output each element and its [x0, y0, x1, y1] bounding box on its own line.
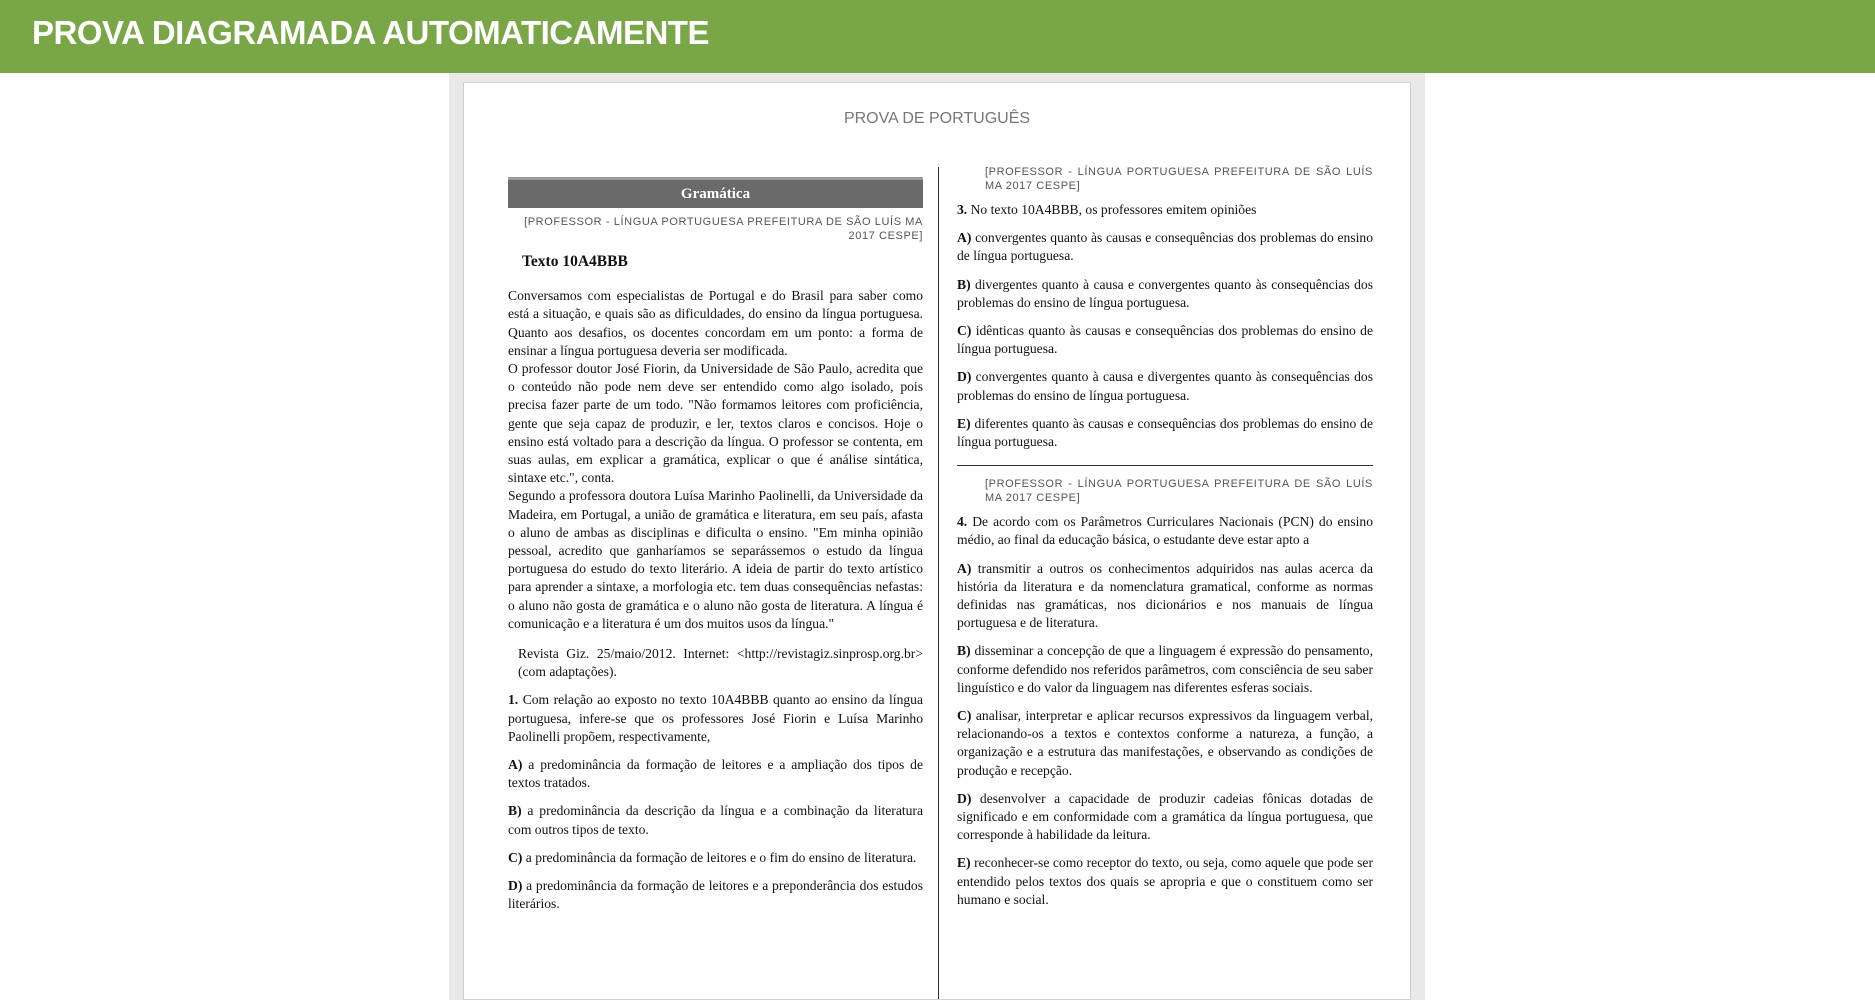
left-column [508, 177, 923, 924]
option-c[interactable] [957, 707, 1373, 780]
option-letter: A) [957, 560, 972, 576]
option-a[interactable] [957, 229, 1373, 265]
passage-paragraph: O professor doutor José Fiorin, da Universidade de São Paulo, acredita que o conteúdo não pode nem deve ser entendido como algo isolado, pois precisa fazer parte de um todo. "Não formamos leitores com proficiência, gente que seja capaz de produzir, e ler, textos claros e concisos. Hoje o ensino está voltado para a descrição da língua. O professor se contenta, em suas aulas, em explicar a gramática, explicar o que é análise sintática, sintaxe etc.", conta. [508, 361, 923, 486]
question-text: De acordo com os Parâmetros Curriculares Nacionais (PCN) do ensino médio, ao final da educação básica, o estudante deve estar apto a [957, 514, 1374, 548]
banner-title: PROVA DIAGRAMADA AUTOMATICAMENTE [32, 14, 709, 51]
option-b[interactable] [957, 642, 1373, 697]
passage-paragraph: Conversamos com especialistas de Portugal e do Brasil para saber como está a situação, e quais são as dificuldades, do ensino da língua portuguesa. Quanto aos desafios, os docentes concordam em um ponto: a forma de ensinar a língua portuguesa deveria ser modificada. [508, 288, 923, 358]
right-column [957, 166, 1373, 919]
passage-reference: Revista Giz. 25/maio/2012. Internet: <http://revistagiz.sinprosp.org.br> (com adaptações). [518, 646, 923, 680]
option-text: divergentes quanto à causa e convergentes quanto às consequências dos problemas do ensino de língua portuguesa. [957, 276, 1373, 310]
header-banner [0, 0, 1875, 73]
text-title: Texto 10A4BBB [522, 253, 628, 270]
reading-passage [508, 287, 923, 633]
option-c[interactable] [508, 849, 923, 867]
page-title: PROVA DE PORTUGUÊS [843, 110, 1031, 127]
option-text: analisar, interpretar e aplicar recursos expressivos da linguagem verbal, relacionando-os a textos e contextos conforme a natureza, a função, a organização e a estrutura das manifestações, e observando as condições de produção e recepção. [957, 708, 1373, 778]
option-text: a predominância da formação de leitores e a preponderância dos estudos literários. [508, 878, 924, 912]
question-source: [PROFESSOR - LÍNGUA PORTUGUESA PREFEITURA DE SÃO LUÍS MA 2017 CESPE] [985, 166, 1373, 192]
option-text: desenvolver a capacidade de produzir cadeias fônicas dotadas de significado e em conformidade com a gramática da língua portuguesa, que corresponde à habilidade da leitura. [957, 790, 1373, 843]
option-letter: D) [957, 369, 972, 385]
option-text: idênticas quanto às causas e consequências dos problemas do ensino de língua portuguesa. [957, 323, 1373, 357]
option-b[interactable] [957, 276, 1373, 312]
option-letter: E) [957, 855, 971, 871]
question-text: No texto 10A4BBB, os professores emitem opiniões [970, 202, 1257, 217]
question-1-stem [508, 691, 923, 746]
option-text: convergentes quanto às causas e consequências dos problemas do ensino de língua portuguesa. [957, 230, 1373, 264]
option-text: a predominância da formação de leitores e a ampliação dos tipos de textos tratados. [508, 757, 923, 791]
column-divider [938, 167, 939, 1000]
option-letter: A) [508, 757, 523, 773]
question-number: 3. [957, 202, 968, 217]
option-letter: E) [957, 415, 971, 431]
option-c[interactable] [957, 322, 1373, 358]
question-3-stem [957, 201, 1373, 219]
option-text: convergentes quanto à causa e divergentes quanto às consequências dos problemas do ensino de língua portuguesa. [957, 369, 1373, 403]
question-separator [957, 465, 1373, 466]
option-letter: B) [508, 803, 522, 819]
option-d[interactable] [957, 368, 1373, 404]
option-e[interactable] [957, 854, 1373, 909]
option-text: transmitir a outros os conhecimentos adquiridos nas aulas acerca da história da literatura e da nomenclatura gramatical, conforme as normas definidas nas gramáticas, nos dicionários e nos manuais de língua portuguesa e de literatura. [957, 560, 1373, 631]
option-d[interactable] [957, 790, 1373, 845]
option-text: reconhecer-se como receptor do texto, ou seja, como aquele que pode ser entendido pelos textos dos quais se apropria e que o constituem como ser humano e social. [957, 855, 1373, 907]
question-source: [PROFESSOR - LÍNGUA PORTUGUESA PREFEITURA DE SÃO LUÍS MA 2017 CESPE] [985, 478, 1373, 504]
option-letter: C) [957, 323, 972, 339]
option-letter: B) [957, 276, 971, 292]
option-b[interactable] [508, 802, 923, 838]
question-4-stem [957, 513, 1373, 549]
question-number: 1. [508, 692, 519, 708]
option-letter: A) [957, 230, 972, 246]
exam-page [463, 82, 1411, 1000]
question-source: [PROFESSOR - LÍNGUA PORTUGUESA PREFEITURA DE SÃO LUÍS MA 2017 CESPE] [524, 216, 923, 242]
option-a[interactable] [508, 756, 923, 792]
option-e[interactable] [957, 415, 1373, 451]
question-number: 4. [957, 514, 968, 530]
question-text: Com relação ao exposto no texto 10A4BBB quanto ao ensino da língua portuguesa, infere-se que os professores José Fiorin e Luísa Marinho Paolinelli propõem, respectivamente, [508, 692, 924, 744]
option-text: diferentes quanto às causas e consequências dos problemas do ensino de língua portuguesa. [957, 415, 1374, 450]
passage-paragraph: Segundo a professora doutora Luísa Marinho Paolinelli, da Universidade da Madeira, em Portugal, a união de gramática e literatura, em seu país, afasta o aluno de ambas as disciplinas e dificulta o ensino. "Em minha opinião pessoal, acredito que ganharíamos se separássemos o estudo da língua portuguesa do estudo do texto literário. A ideia de partir do texto artístico para aprender a sintaxe, a morfologia etc. tem duas consequências nefastas: o aluno não gosta de gramática e o aluno não gosta de literatura. A língua é comunicação e a literatura é um dos muitos usos da língua." [508, 488, 923, 631]
option-letter: C) [508, 849, 523, 865]
option-letter: C) [957, 708, 972, 724]
option-text: a predominância da descrição da língua e a combinação da literatura com outros tipos de texto. [508, 803, 923, 837]
option-a[interactable] [957, 560, 1373, 633]
option-letter: D) [957, 790, 972, 806]
option-d[interactable] [508, 877, 923, 913]
option-text: disseminar a concepção de que a linguagem é expressão do pensamento, conforme defendido nos referidos parâmetros, com consciência de seu saber linguístico e do valor da linguagem nas diferentes esferas sociais. [957, 643, 1373, 695]
option-letter: B) [957, 643, 971, 659]
section-header: Gramática [508, 177, 923, 208]
option-text: a predominância da formação de leitores e o fim do ensino de literatura. [525, 849, 917, 865]
option-letter: D) [508, 878, 523, 894]
